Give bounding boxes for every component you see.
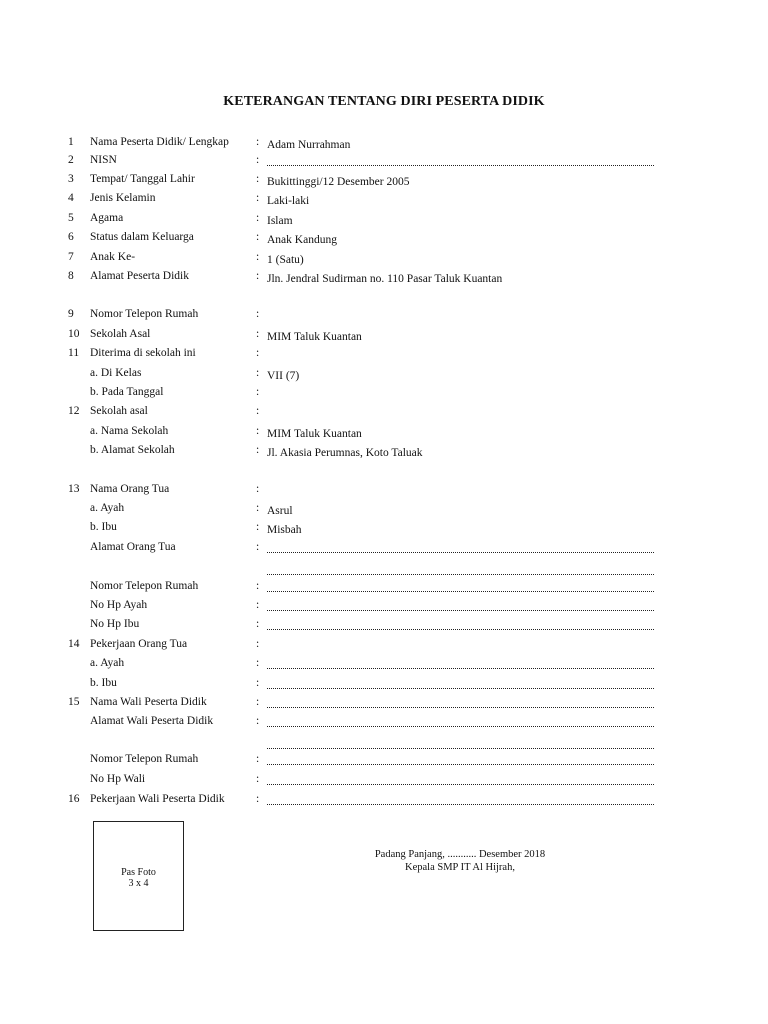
dotted-fill-line	[267, 804, 654, 805]
row-number: 3	[68, 173, 74, 185]
form-row	[0, 211, 768, 229]
field-label: Status dalam Keluarga	[90, 231, 194, 243]
field-label: No Hp Ayah	[90, 599, 148, 611]
form-row	[0, 752, 768, 770]
dotted-fill-line	[267, 688, 654, 689]
continuation-line	[0, 736, 768, 754]
field-colon: :	[256, 328, 260, 340]
form-row	[0, 617, 768, 635]
field-value: Laki-laki	[267, 195, 310, 207]
row-number: 16	[68, 793, 80, 805]
row-number: 14	[68, 638, 80, 650]
form-row	[0, 540, 768, 558]
form-row	[0, 135, 768, 153]
field-value: MIM Taluk Kuantan	[267, 331, 362, 343]
field-value: Asrul	[267, 505, 293, 517]
field-value: Jln. Jendral Sudirman no. 110 Pasar Taluk Kuantan	[267, 273, 503, 285]
field-value: Jl. Akasia Perumnas, Koto Taluak	[267, 447, 423, 459]
form-row	[0, 792, 768, 810]
field-colon: :	[256, 753, 260, 765]
row-number: 1	[68, 136, 74, 148]
form-row	[0, 250, 768, 268]
form-row	[0, 579, 768, 597]
field-colon: :	[256, 715, 260, 727]
signature-place-date: Padang Panjang, ........... Desember 2018	[374, 849, 546, 860]
form-row	[0, 772, 768, 790]
field-label: Diterima di sekolah ini	[90, 347, 196, 359]
field-label: a. Nama Sekolah	[90, 425, 169, 437]
field-value: Bukittinggi/12 Desember 2005	[267, 176, 410, 188]
field-label: No Hp Ibu	[90, 618, 140, 630]
form-row	[0, 598, 768, 616]
field-label: a. Ayah	[90, 502, 125, 514]
row-number: 8	[68, 270, 74, 282]
form-row	[0, 520, 768, 538]
form-row	[0, 385, 768, 403]
field-colon: :	[256, 154, 260, 166]
form-row	[0, 676, 768, 694]
field-colon: :	[256, 405, 260, 417]
field-colon: :	[256, 367, 260, 379]
field-label: Nomor Telepon Rumah	[90, 753, 199, 765]
field-colon: :	[256, 773, 260, 785]
field-label: b. Ibu	[90, 677, 117, 689]
field-label: No Hp Wali	[90, 773, 146, 785]
field-colon: :	[256, 638, 260, 650]
form-row	[0, 172, 768, 190]
field-colon: :	[256, 251, 260, 263]
form-row	[0, 714, 768, 732]
photo-box	[93, 821, 184, 931]
field-label: Pekerjaan Orang Tua	[90, 638, 188, 650]
field-label: Agama	[90, 212, 124, 224]
field-value: Adam Nurrahman	[267, 139, 351, 151]
signature-role: Kepala SMP IT Al Hijrah,	[405, 862, 515, 873]
row-number: 9	[68, 308, 74, 320]
field-colon: :	[256, 231, 260, 243]
field-value: Anak Kandung	[267, 234, 337, 246]
field-colon: :	[256, 599, 260, 611]
field-label: Alamat Wali Peserta Didik	[90, 715, 214, 727]
continuation-line	[0, 562, 768, 580]
field-value: VII (7)	[267, 370, 300, 382]
field-colon: :	[256, 502, 260, 514]
form-row	[0, 404, 768, 422]
row-number: 7	[68, 251, 74, 263]
form-row	[0, 424, 768, 442]
field-colon: :	[256, 618, 260, 630]
field-colon: :	[256, 212, 260, 224]
field-colon: :	[256, 580, 260, 592]
field-colon: :	[256, 541, 260, 553]
dotted-fill-line	[267, 764, 654, 765]
form-row	[0, 269, 768, 287]
dotted-fill-line	[267, 748, 654, 749]
field-colon: :	[256, 136, 260, 148]
field-colon: :	[256, 173, 260, 185]
field-label: Alamat Orang Tua	[90, 541, 176, 553]
field-colon: :	[256, 677, 260, 689]
field-label: Pekerjaan Wali Peserta Didik	[90, 793, 225, 805]
row-number: 5	[68, 212, 74, 224]
form-row	[0, 327, 768, 345]
page-title: KETERANGAN TENTANG DIRI PESERTA DIDIK	[223, 94, 545, 109]
row-number: 6	[68, 231, 74, 243]
field-colon: :	[256, 444, 260, 456]
field-value: Islam	[267, 215, 293, 227]
field-label: a. Ayah	[90, 657, 125, 669]
photo-label	[94, 867, 183, 889]
form-row	[0, 443, 768, 461]
field-colon: :	[256, 425, 260, 437]
field-colon: :	[256, 270, 260, 282]
field-value: 1 (Satu)	[267, 254, 304, 266]
field-colon: :	[256, 483, 260, 495]
dotted-fill-line	[267, 707, 654, 708]
field-label: b. Alamat Sekolah	[90, 444, 175, 456]
field-label: Sekolah asal	[90, 405, 148, 417]
field-label: Sekolah Asal	[90, 328, 151, 340]
dotted-fill-line	[267, 552, 654, 553]
field-label: Nama Wali Peserta Didik	[90, 696, 207, 708]
field-colon: :	[256, 793, 260, 805]
row-number: 2	[68, 154, 74, 166]
dotted-fill-line	[267, 668, 654, 669]
field-label: Nomor Telepon Rumah	[90, 580, 199, 592]
row-number: 11	[68, 347, 80, 359]
dotted-fill-line	[267, 574, 654, 575]
form-row	[0, 501, 768, 519]
row-number: 15	[68, 696, 80, 708]
field-label: Nama Peserta Didik/ Lengkap	[90, 136, 229, 148]
form-row	[0, 191, 768, 209]
field-colon: :	[256, 192, 260, 204]
field-label: b. Ibu	[90, 521, 117, 533]
field-colon: :	[256, 386, 260, 398]
dotted-fill-line	[267, 629, 654, 630]
form-row	[0, 637, 768, 655]
dotted-fill-line	[267, 610, 654, 611]
row-number: 10	[68, 328, 80, 340]
field-colon: :	[256, 308, 260, 320]
form-row	[0, 230, 768, 248]
form-row	[0, 346, 768, 364]
field-colon: :	[256, 657, 260, 669]
row-number: 12	[68, 405, 80, 417]
row-number: 4	[68, 192, 74, 204]
field-colon: :	[256, 347, 260, 359]
form-row	[0, 307, 768, 325]
dotted-fill-line	[267, 726, 654, 727]
photo-label-line1: Pas Foto	[121, 867, 156, 878]
dotted-fill-line	[267, 165, 654, 166]
field-value: Misbah	[267, 524, 302, 536]
field-value: MIM Taluk Kuantan	[267, 428, 362, 440]
form-row	[0, 153, 768, 171]
field-colon: :	[256, 696, 260, 708]
dotted-fill-line	[267, 591, 654, 592]
field-label: Nama Orang Tua	[90, 483, 170, 495]
form-row	[0, 366, 768, 384]
field-colon: :	[256, 521, 260, 533]
field-label: Alamat Peserta Didik	[90, 270, 190, 282]
row-number: 13	[68, 483, 80, 495]
dotted-fill-line	[267, 784, 654, 785]
field-label: Anak Ke-	[90, 251, 136, 263]
form-row	[0, 656, 768, 674]
field-label: b. Pada Tanggal	[90, 386, 164, 398]
form-row	[0, 695, 768, 713]
form-row	[0, 482, 768, 500]
field-label: a. Di Kelas	[90, 367, 142, 379]
field-label: NISN	[90, 154, 117, 166]
field-label: Nomor Telepon Rumah	[90, 308, 199, 320]
photo-label-line2: 3 x 4	[128, 878, 149, 889]
field-label: Jenis Kelamin	[90, 192, 156, 204]
signature-block	[340, 848, 580, 874]
field-label: Tempat/ Tanggal Lahir	[90, 173, 195, 185]
